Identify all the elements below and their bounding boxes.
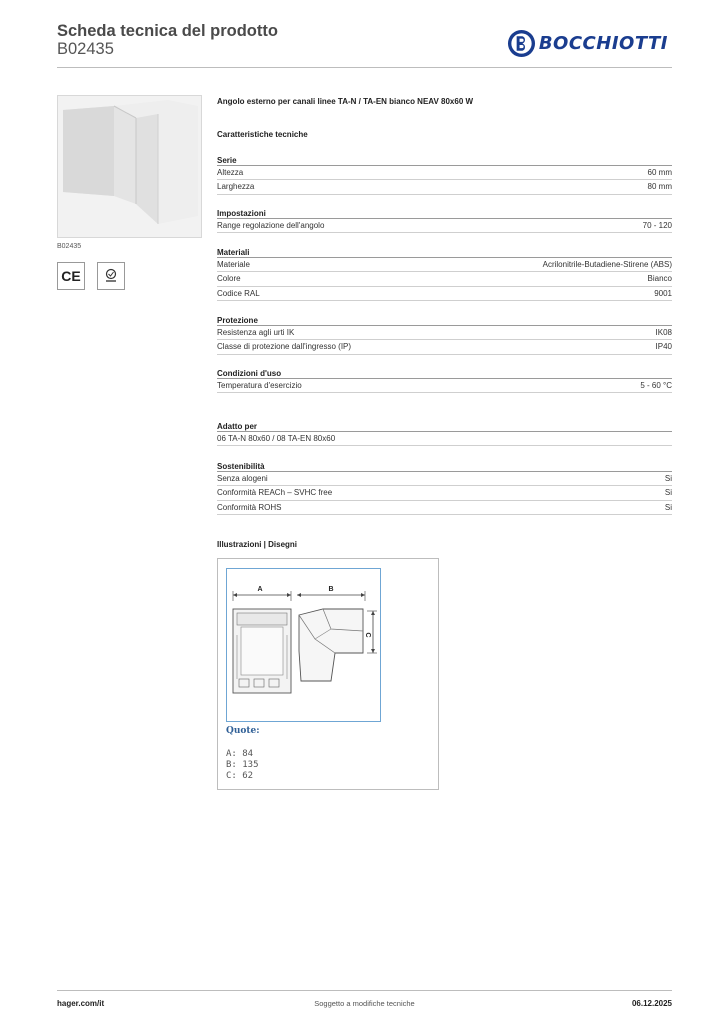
spec-row (217, 219, 672, 233)
group-title: Impostazioni (217, 208, 672, 219)
product-title: Angolo esterno per canali linee TA-N / TA-EN bianco NEAV 80x60 W (217, 97, 474, 106)
spec-label: Larghezza (217, 182, 255, 192)
spec-value: Bianco (647, 274, 672, 284)
footer-date: 06.12.2025 (631, 999, 672, 1008)
spec-label: Range regolazione dell'angolo (217, 221, 325, 230)
quote-c: C: 62 (226, 771, 254, 781)
spec-row (217, 432, 672, 446)
spec-label: Temperatura d'esercizio (217, 381, 302, 390)
group-title: Sostenibilità (217, 461, 672, 472)
photo-caption: B02435 (57, 243, 82, 250)
ce-mark-icon: CE (57, 262, 85, 290)
quote-a: A: 84 (226, 749, 254, 759)
spec-row (217, 287, 672, 301)
spec-value: 5 - 60 °C (640, 381, 672, 390)
illustration-panel (217, 558, 439, 790)
spec-group-serie (217, 155, 672, 195)
spec-label: 06 TA-N 80x60 / 08 TA-EN 80x60 (217, 434, 336, 443)
spec-value: 70 - 120 (642, 221, 672, 230)
rohs-mark-icon (97, 262, 125, 290)
spec-label: Conformità REACh – SVHC free (217, 488, 333, 498)
dim-label-b: B (328, 586, 334, 593)
dim-label-c: C (364, 632, 371, 638)
spec-group-sostenibilita (217, 461, 672, 515)
specs-heading: Caratteristiche tecniche (217, 130, 308, 139)
spec-value: Si (664, 474, 672, 483)
spec-group-adatto-per (217, 421, 672, 446)
illustrations-heading: Illustrazioni | Disegni (217, 540, 298, 549)
spec-label: Altezza (217, 168, 244, 177)
spec-row (217, 379, 672, 393)
quote-b: B: 135 (226, 760, 259, 770)
dimension-drawing (226, 568, 381, 722)
footer-note: Soggetto a modifiche tecniche (314, 999, 415, 1008)
spec-label: Codice RAL (217, 288, 260, 298)
spec-group-impostazioni (217, 208, 672, 233)
group-title: Serie (217, 155, 672, 166)
page-header (57, 22, 672, 68)
spec-row (217, 472, 672, 486)
spec-label: Conformità ROHS (217, 502, 282, 512)
spec-value: Si (664, 502, 672, 512)
group-title: Materiali (217, 247, 672, 258)
spec-value: Si (664, 488, 672, 498)
group-title: Adatto per (217, 421, 672, 432)
spec-row (217, 258, 672, 272)
footer-site-link[interactable]: hager.com/it (57, 999, 105, 1008)
spec-value: 80 mm (647, 182, 672, 192)
spec-row (217, 340, 672, 354)
spec-group-materiali (217, 247, 672, 301)
product-photo (57, 95, 202, 238)
group-title: Protezione (217, 315, 672, 326)
spec-row (217, 326, 672, 340)
bocchiotti-logo-icon (507, 29, 536, 58)
spec-group-condizioni (217, 368, 672, 393)
spec-label: Materiale (217, 260, 250, 269)
spec-group-protezione (217, 315, 672, 355)
product-image (58, 96, 202, 238)
spec-label: Senza alogeni (217, 474, 268, 483)
brand-name: BOCCHIOTTI (538, 32, 668, 54)
spec-row (217, 501, 672, 515)
spec-label: Colore (217, 274, 241, 284)
spec-row (217, 486, 672, 500)
product-code: B02435 (57, 40, 114, 58)
spec-column (217, 97, 672, 512)
brand-logo (507, 28, 668, 58)
page-footer (57, 990, 672, 1020)
spec-label: Resistenza agli urti IK (217, 328, 295, 337)
spec-value: IP40 (655, 342, 672, 352)
page-title: Scheda tecnica del prodotto (57, 22, 278, 40)
spec-value: Acrilonitrile-Butadiene-Stirene (ABS) (542, 260, 672, 269)
spec-label: Classe di protezione dall'ingresso (IP) (217, 342, 352, 352)
quotes-label: Quote: (226, 726, 260, 736)
spec-value: IK08 (655, 328, 672, 337)
spec-value: 9001 (654, 288, 672, 298)
spec-row (217, 166, 672, 180)
group-title: Condizioni d'uso (217, 368, 672, 379)
dim-label-a: A (257, 586, 263, 593)
spec-row (217, 180, 672, 194)
spec-value: 60 mm (647, 168, 672, 177)
spec-row (217, 272, 672, 286)
